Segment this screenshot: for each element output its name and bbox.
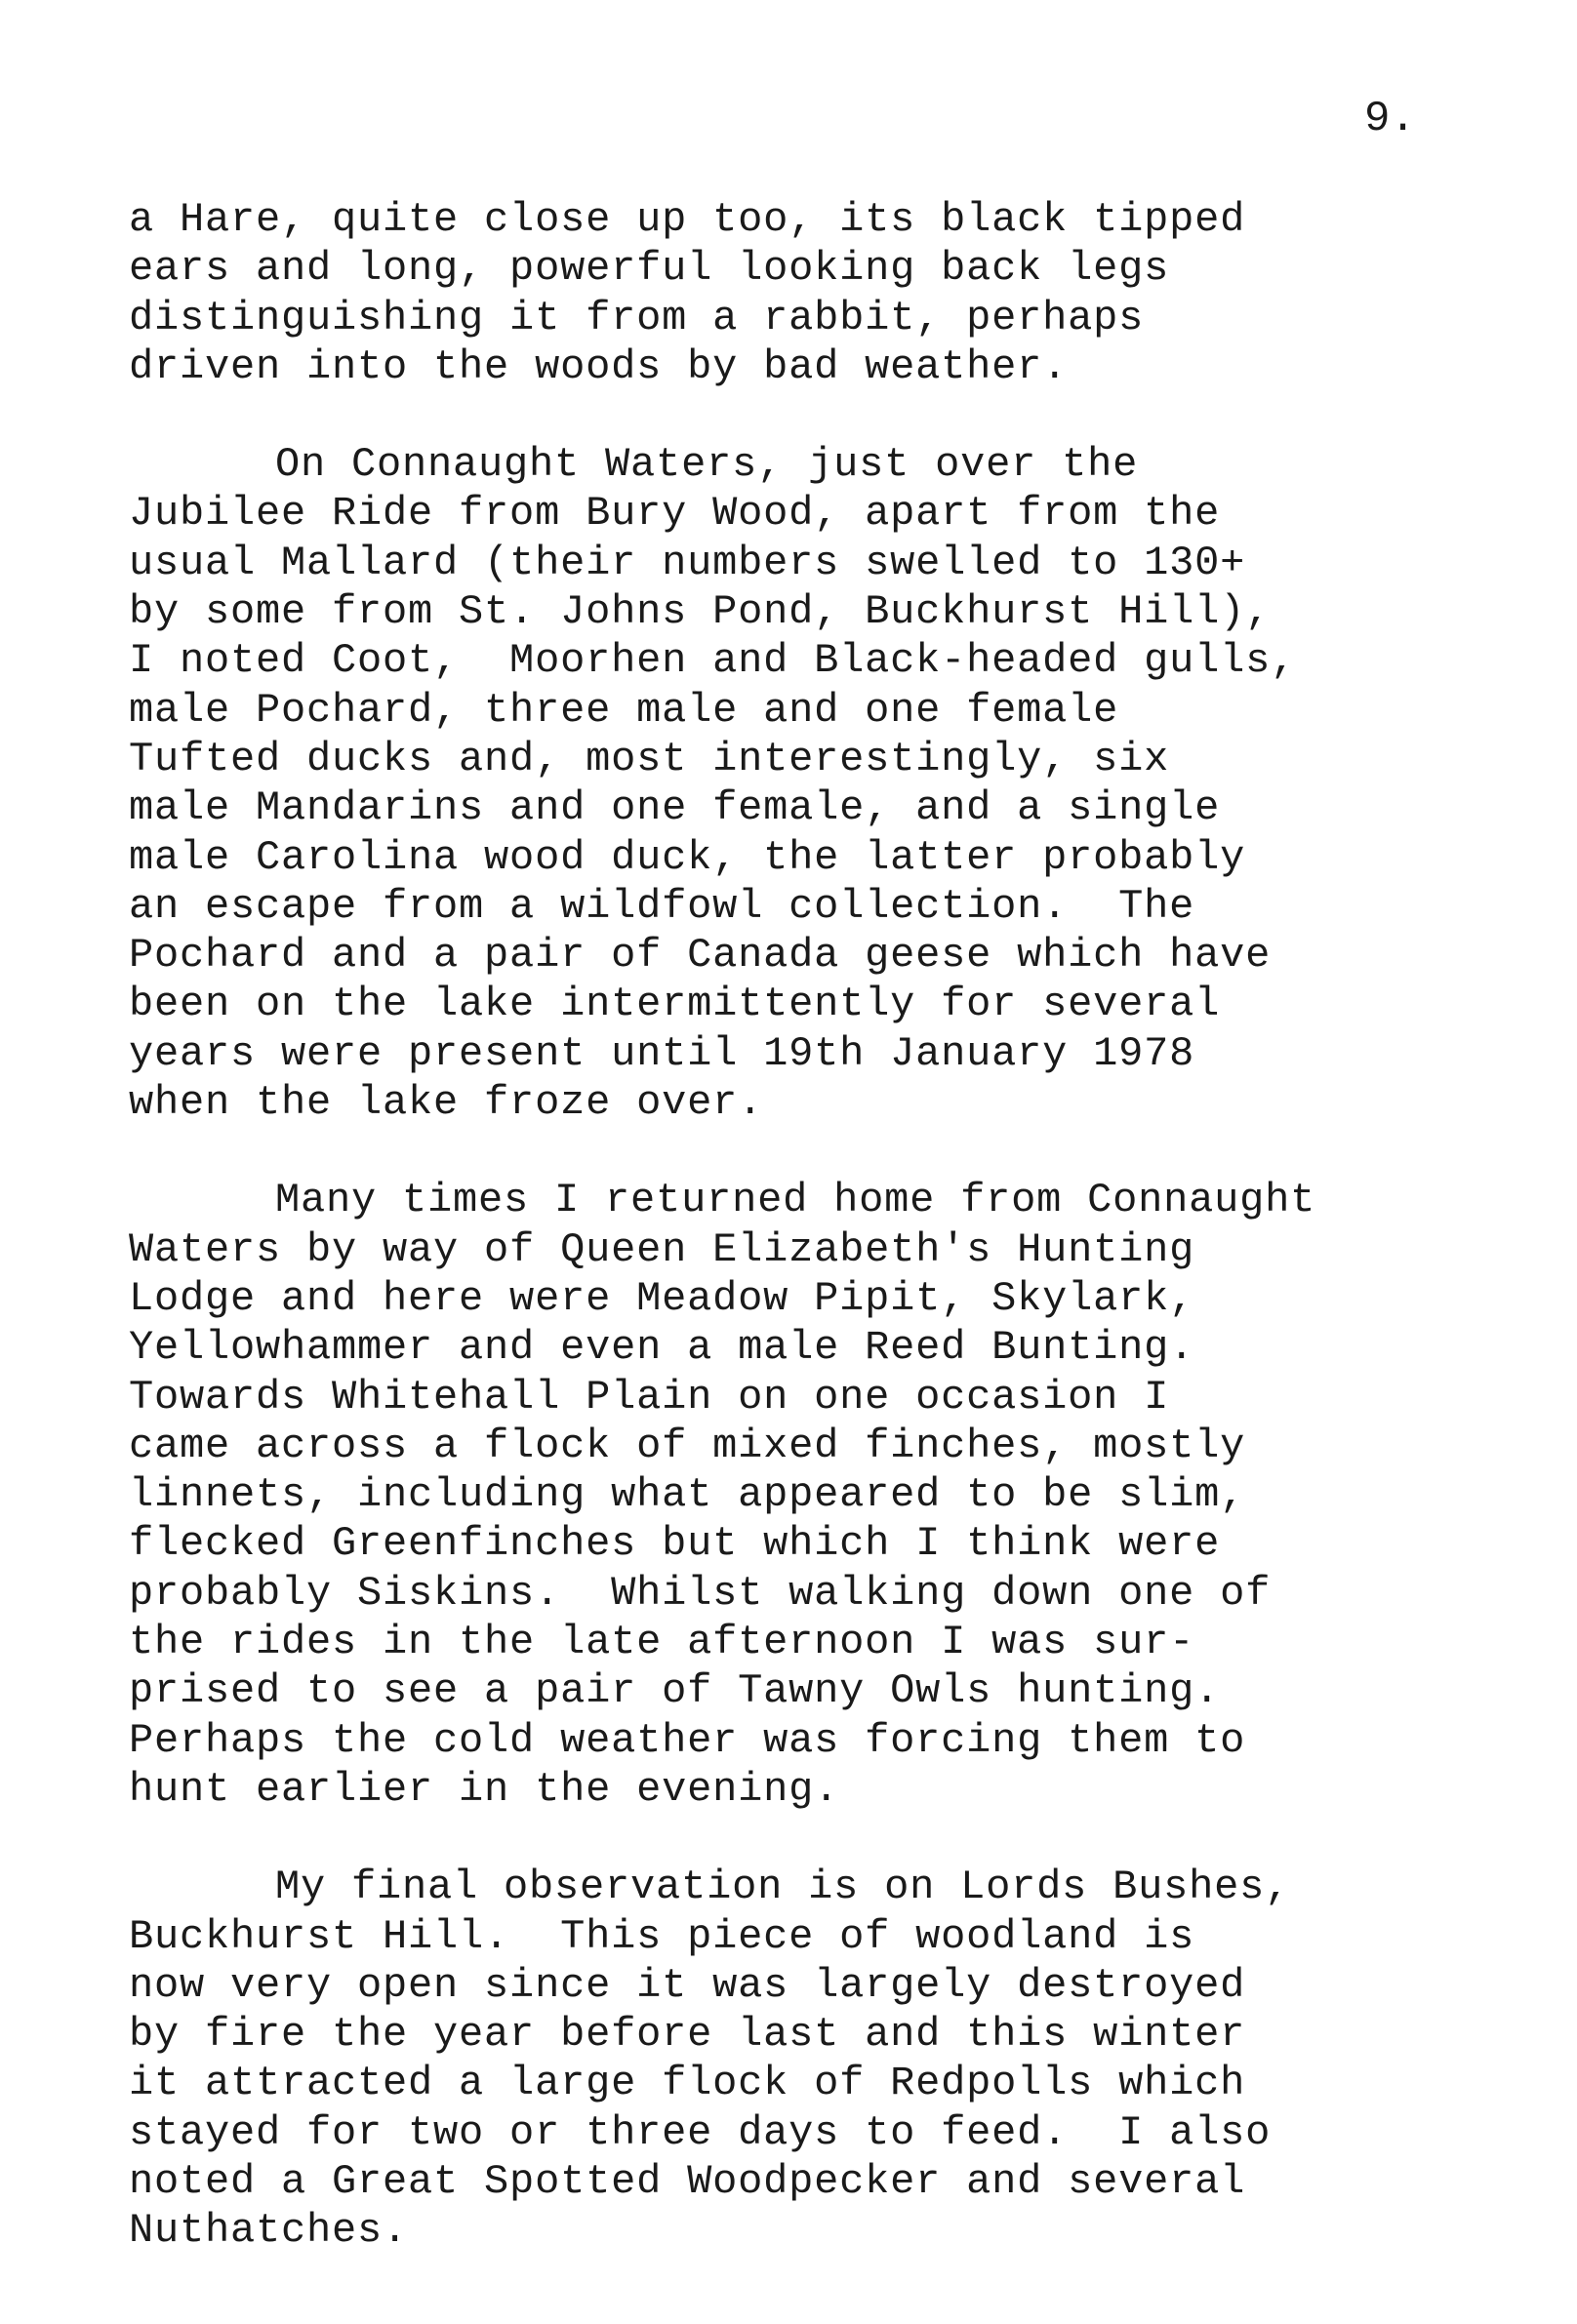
text-line: been on the lake intermittently for several xyxy=(129,981,1221,1028)
text-line: Many times I returned home from Connaught xyxy=(275,1177,1316,1224)
text-line: came across a flock of mixed finches, mostly xyxy=(129,1422,1246,1469)
paragraph-lords-bushes xyxy=(129,1863,1534,2255)
text-line: male Mandarins and one female, and a single xyxy=(129,784,1221,832)
text-line: now very open since it was largely destroyed xyxy=(129,1961,1246,2009)
text-line: ears and long, powerful looking back legs xyxy=(129,245,1170,293)
page-number: 9. xyxy=(1364,95,1416,143)
text-line: Yellowhammer and even a male Reed Bunting. xyxy=(129,1324,1195,1372)
text-line: a Hare, quite close up too, its black tipped xyxy=(129,196,1246,243)
text-line: probably Siskins. Whilst walking down one of xyxy=(129,1569,1272,1617)
text-line: My final observation is on Lords Bushes, xyxy=(275,1863,1291,1911)
text-line: years were present until 19th January 1978 xyxy=(129,1029,1195,1077)
text-line: Pochard and a pair of Canada geese which have xyxy=(129,932,1272,980)
paragraph-connaught-waters xyxy=(129,440,1534,1127)
text-line: it attracted a large flock of Redpolls which xyxy=(129,2060,1246,2107)
text-line: prised to see a pair of Tawny Owls hunting. xyxy=(129,1667,1221,1715)
text-line: Towards Whitehall Plain on one occasion I xyxy=(129,1373,1170,1421)
text-line: driven into the woods by bad weather. xyxy=(129,342,1069,390)
text-line: by some from St. Johns Pond, Buckhurst Hill), xyxy=(129,588,1272,636)
text-line: male Pochard, three male and one female xyxy=(129,686,1119,734)
text-line: Jubilee Ride from Bury Wood, apart from the xyxy=(129,490,1221,538)
text-line: distinguishing it from a rabbit, perhaps xyxy=(129,294,1145,341)
text-line: male Carolina wood duck, the latter probably xyxy=(129,833,1246,881)
text-line: hunt earlier in the evening. xyxy=(129,1765,840,1813)
text-line: On Connaught Waters, just over the xyxy=(275,441,1139,489)
text-line: Waters by way of Queen Elizabeth's Hunting xyxy=(129,1225,1195,1273)
text-line: noted a Great Spotted Woodpecker and several xyxy=(129,2157,1246,2205)
text-line: stayed for two or three days to feed. I also xyxy=(129,2108,1272,2156)
paragraph-hare xyxy=(129,195,1534,391)
text-line: Nuthatches. xyxy=(129,2207,409,2255)
text-line: when the lake froze over. xyxy=(129,1079,764,1127)
text-line: Perhaps the cold weather was forcing them to xyxy=(129,1716,1246,1764)
text-line: linnets, including what appeared to be slim, xyxy=(129,1471,1246,1519)
text-line: an escape from a wildfowl collection. The xyxy=(129,882,1195,930)
text-line: the rides in the late afternoon I was sur- xyxy=(129,1619,1195,1666)
text-line: I noted Coot, Moorhen and Black-headed gulls, xyxy=(129,637,1297,685)
paragraph-hunting-lodge xyxy=(129,1176,1534,1814)
text-line: usual Mallard (their numbers swelled to 130+ xyxy=(129,539,1246,586)
text-line: Tufted ducks and, most interestingly, six xyxy=(129,735,1170,782)
text-line: flecked Greenfinches but which I think were xyxy=(129,1520,1221,1568)
text-line: Lodge and here were Meadow Pipit, Skylark, xyxy=(129,1274,1195,1322)
text-line: Buckhurst Hill. This piece of woodland is xyxy=(129,1912,1195,1960)
document-body xyxy=(129,195,1534,2304)
text-line: by fire the year before last and this winter xyxy=(129,2011,1246,2059)
